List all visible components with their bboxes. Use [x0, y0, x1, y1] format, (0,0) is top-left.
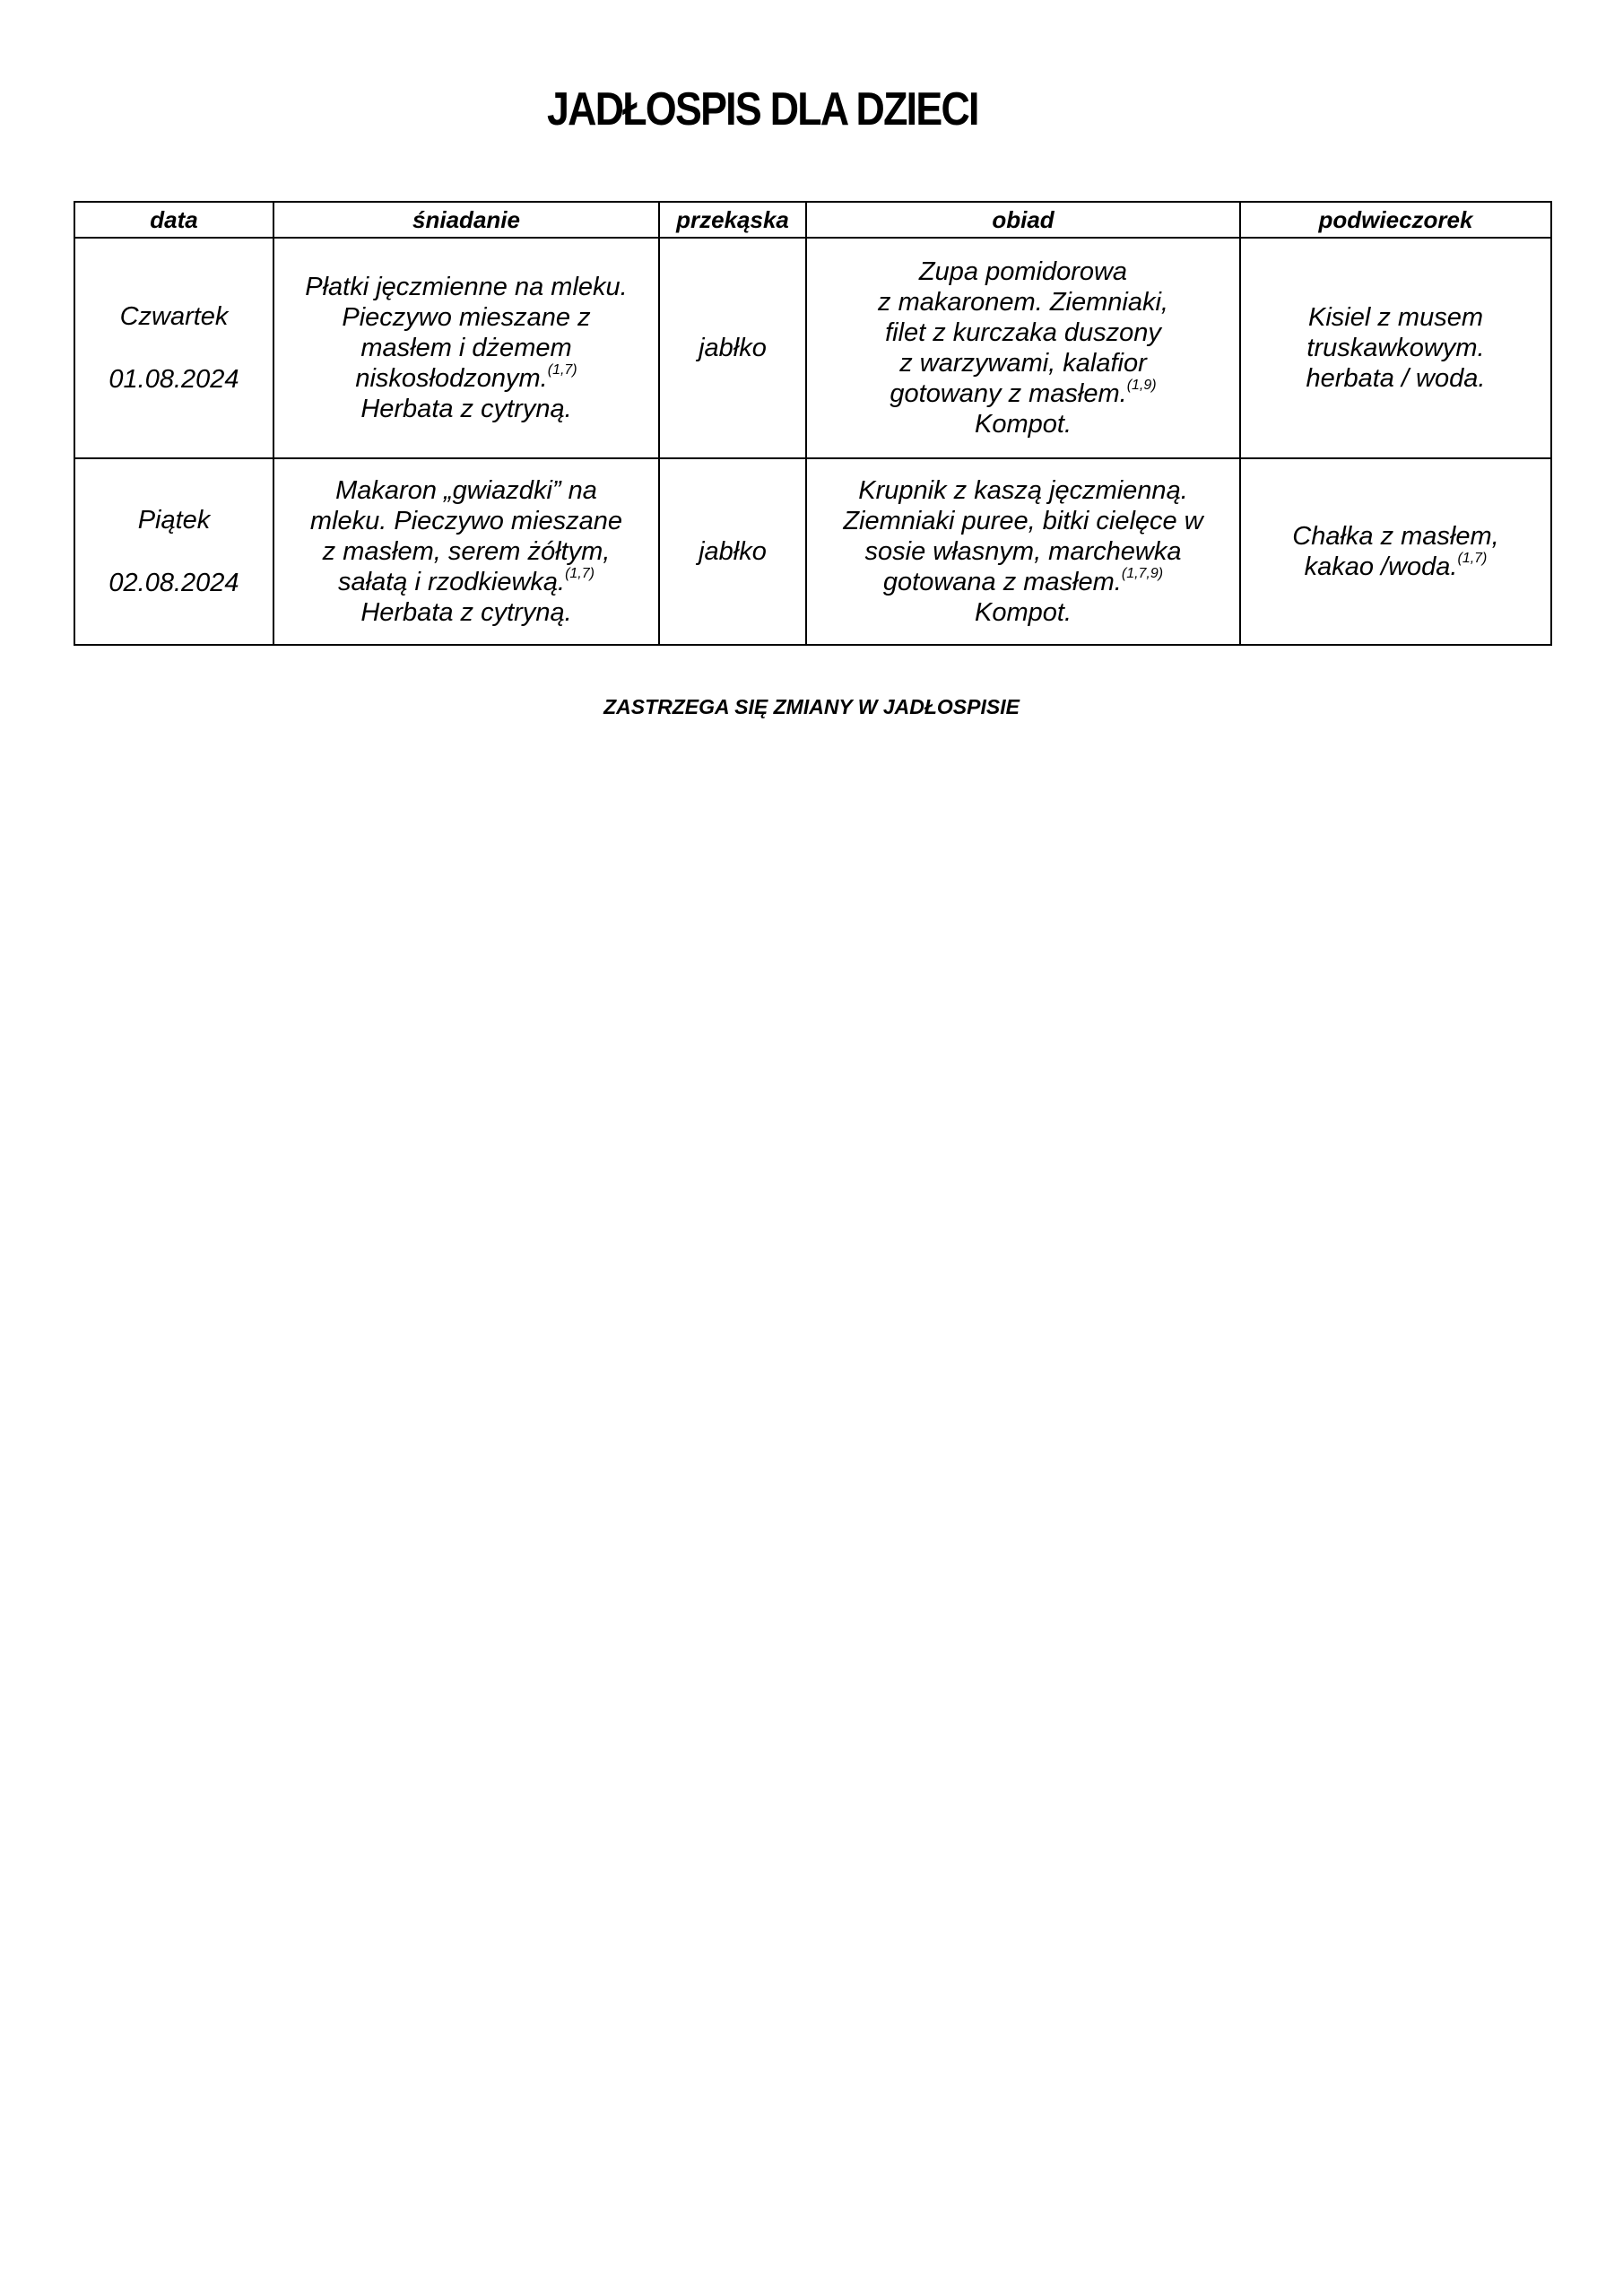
menu-line: z masłem, serem żółtym,: [322, 537, 611, 566]
day-name: Piątek: [137, 506, 211, 535]
menu-line: Chałka z masłem,: [1292, 522, 1499, 551]
table-header-row: [74, 202, 1551, 238]
snack-value: jabłko: [699, 334, 767, 362]
menu-line: z warzywami, kalafior: [899, 349, 1147, 378]
allergen-note: (1,7): [547, 362, 577, 378]
breakfast-cell: [273, 238, 659, 458]
menu-line: Pieczywo mieszane z: [342, 303, 591, 332]
menu-disclaimer: ZASTRZEGA SIĘ ZMIANY W JADŁOSPISIE: [603, 695, 1020, 718]
menu-line: Zupa pomidorowa: [918, 257, 1128, 286]
menu-line: truskawkowym.: [1306, 334, 1485, 362]
table-row: [74, 238, 1551, 458]
menu-line: niskosłodzonym.: [355, 364, 548, 393]
day-name: Czwartek: [119, 302, 229, 331]
menu-line: Kompot.: [975, 410, 1072, 439]
menu-line: sosie własnym, marchewka: [864, 537, 1182, 566]
date-value: 01.08.2024: [108, 365, 239, 394]
menu-line: z makaronem. Ziemniaki,: [878, 288, 1168, 317]
menu-line: Płatki jęczmienne na mleku.: [305, 273, 628, 301]
date-value: 02.08.2024: [108, 569, 239, 597]
afternoon-snack-cell: [1240, 238, 1551, 458]
allergen-note: (1,7): [565, 566, 595, 581]
table-row: [74, 458, 1551, 645]
menu-line: mleku. Pieczywo mieszane: [309, 507, 623, 535]
snack-value: jabłko: [699, 537, 767, 566]
allergen-note: (1,7): [1457, 551, 1488, 566]
column-header-breakfast: śniadanie: [273, 202, 659, 238]
date-cell: [74, 458, 273, 645]
date-cell: [74, 238, 273, 458]
menu-line: kakao /woda.: [1304, 552, 1458, 581]
snack-cell: [659, 238, 806, 458]
afternoon-snack-cell: [1240, 458, 1551, 645]
page-title: JADŁOSPIS DLA DZIECI: [547, 83, 978, 135]
menu-line: Kisiel z musem: [1308, 303, 1483, 332]
breakfast-cell: [273, 458, 659, 645]
menu-line: Makaron „gwiazdki” na: [335, 476, 597, 505]
menu-line: masłem i dżemem: [360, 334, 572, 362]
menu-line: Ziemniaki puree, bitki cielęce w: [843, 507, 1203, 535]
allergen-note: (1,9): [1126, 378, 1157, 393]
menu-line: filet z kurczaka duszony: [885, 318, 1161, 347]
column-header-lunch: obiad: [806, 202, 1240, 238]
menu-line: herbata / woda.: [1306, 364, 1486, 393]
menu-table: [74, 201, 1552, 646]
allergen-note: (1,7,9): [1121, 566, 1164, 581]
menu-line: Herbata z cytryną.: [360, 395, 572, 423]
lunch-cell: [806, 458, 1240, 645]
menu-line: gotowana z masłem.: [882, 568, 1122, 596]
menu-line: Kompot.: [975, 598, 1072, 627]
menu-line: sałatą i rzodkiewką.: [338, 568, 566, 596]
snack-cell: [659, 458, 806, 645]
column-header-date: data: [74, 202, 273, 238]
lunch-cell: [806, 238, 1240, 458]
column-header-afternoon-snack: podwieczorek: [1240, 202, 1551, 238]
menu-line: Krupnik z kaszą jęczmienną.: [858, 476, 1188, 505]
menu-line: Herbata z cytryną.: [360, 598, 572, 627]
column-header-snack: przekąska: [659, 202, 806, 238]
menu-line: gotowany z masłem.: [890, 379, 1127, 408]
